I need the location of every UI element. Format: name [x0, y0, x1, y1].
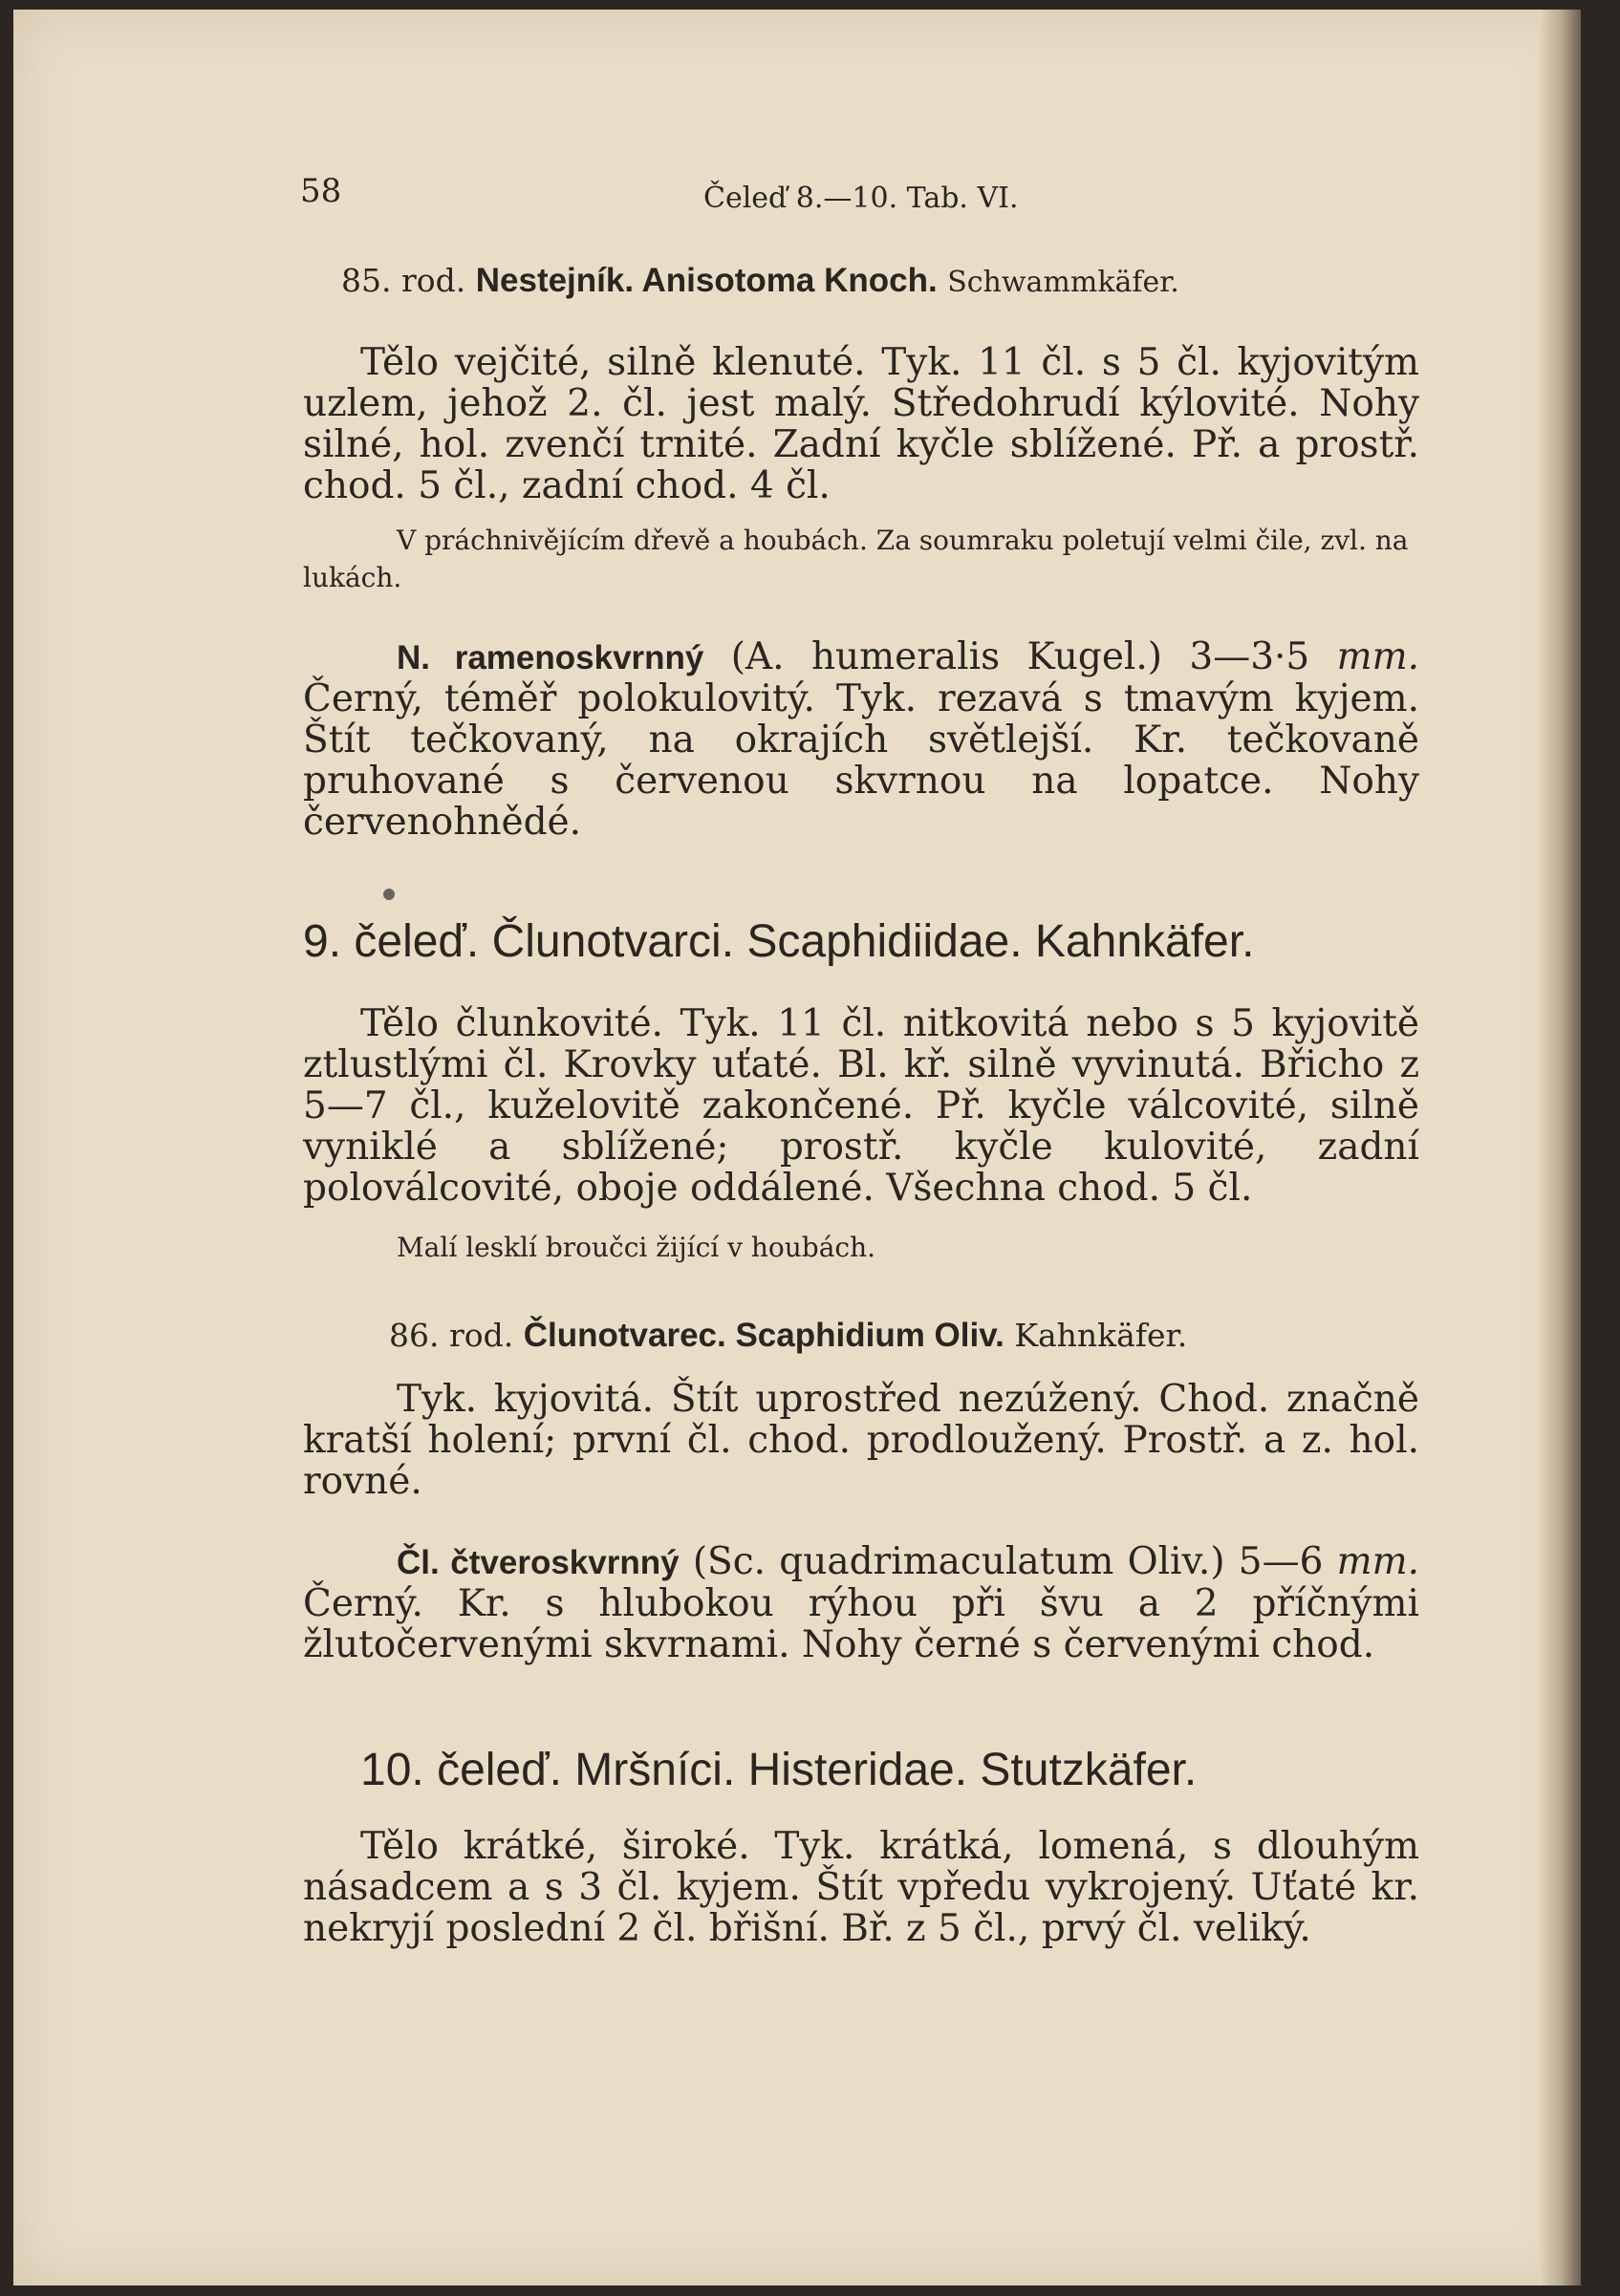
- genus-86-german: Kahnkäfer.: [1014, 1317, 1188, 1354]
- species-ramenoskvrnny-latin: (A. humeralis Kugel.) 3—3·5: [730, 635, 1310, 678]
- genus-86-name: Člunotvarec. Scaphidium Oliv.: [523, 1317, 1004, 1354]
- page-number: 58: [300, 172, 342, 210]
- species-ctveroskvrnny-latin: (Sc. quadrimaculatum Oliv.) 5—6: [692, 1540, 1324, 1583]
- species-ramenoskvrnny: [303, 636, 1419, 843]
- genus-86-heading: [389, 1317, 1187, 1355]
- genus-85-habitat: V práchnivějícím dřevě a houbách. Za soumraku poletují velmi čile, zvl. na lukách.: [303, 525, 1409, 593]
- species-ramenoskvrnny-unit: mm.: [1336, 635, 1419, 678]
- genus-86-description: Tyk. kyjovitá. Štít uprostřed nezúžený. Chod. značně kratší holení; první čl. chod. prodloužený. Prostř. a z. hol. rovné.: [303, 1378, 1419, 1503]
- species-ctveroskvrnny: [303, 1541, 1419, 1665]
- genus-86-number: 86. rod.: [389, 1317, 514, 1354]
- species-ctveroskvrnny-name: Čl. čtveroskvrnný: [397, 1544, 680, 1581]
- species-ramenoskvrnny-name: N. ramenoskvrnný: [397, 639, 704, 676]
- family-9-description: Tělo člunkovité. Tyk. 11 čl. nitkovitá nebo s 5 kyjovitě ztlustlými čl. Krovky uťaté. Bl. kř. silně vyvinutá. Břicho z 5—7 čl., kuželovitě zakončené. Př. kyčle válcovité, silně vyniklé a sblížené; prostř. kyčle kulovité, zadní poloválcovité, oboje oddálené. Všechna chod. 5 čl.: [303, 1002, 1419, 1210]
- ink-speck: [383, 889, 395, 900]
- page-gutter-shadow: [1539, 10, 1581, 2285]
- genus-85-description: Tělo vejčité, silně klenuté. Tyk. 11 čl. s 5 čl. kyjovitým uzlem, jehož 2. čl. jest malý. Středohrudí kýlovité. Nohy silné, hol. zvenčí trnité. Zadní kyčle sblížené. Př. a prostř. chod. 5 čl., zadní chod. 4 čl.: [303, 341, 1419, 507]
- genus-85-number: 85. rod.: [341, 262, 466, 299]
- family-9-habitat: Malí lesklí broučci žijící v houbách.: [397, 1232, 876, 1263]
- genus-85-heading: [341, 262, 1412, 300]
- family-10-title: 10. čeleď. Mršníci. Histeridae. Stutzkäfer.: [360, 1745, 1198, 1795]
- book-page: [13, 10, 1581, 2285]
- species-ctveroskvrnny-description: Černý. Kr. s hlubokou rýhou při švu a 2 příčnými žlutočervenými skvrnami. Nohy černé s červenými chod.: [303, 1582, 1419, 1666]
- family-10-description: Tělo krátké, široké. Tyk. krátká, lomená, s dlouhým násadcem a s 3 čl. kyjem. Štít vpředu vykrojený. Uťaté kr. nekryjí poslední 2 čl. břišní. Bř. z 5 čl., prvý čl. veliký.: [303, 1825, 1419, 1950]
- genus-85-name: Nestejník. Anisotoma Knoch.: [475, 262, 938, 299]
- species-ctveroskvrnny-unit: mm.: [1336, 1540, 1420, 1583]
- family-9-title: 9. čeleď. Člunotvarci. Scaphidiidae. Kahnkäfer.: [303, 916, 1255, 967]
- running-title: Čeleď 8.—10. Tab. VI.: [703, 182, 1019, 215]
- species-ramenoskvrnny-description: Černý, téměř polokulovitý. Tyk. rezavá s tmavým kyjem. Štít tečkovaný, na okrajích světlejší. Kr. tečkovaně pruhované s červenou skvrnou na lopatce. Nohy červenohnědé.: [303, 677, 1419, 844]
- genus-85-german: Schwammkäfer.: [947, 266, 1179, 299]
